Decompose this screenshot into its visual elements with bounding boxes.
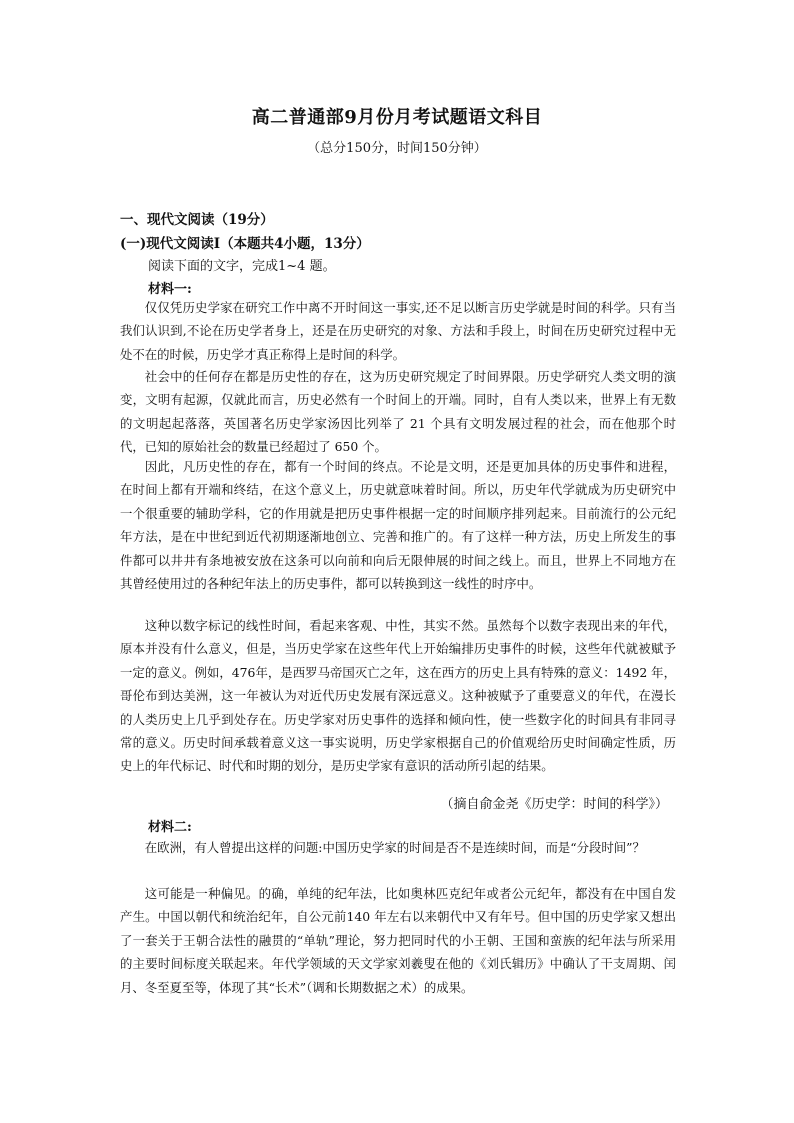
reading-instruction: 阅读下面的文字，完成1~4 题。 bbox=[148, 259, 336, 274]
sub-section-heading: (一)现代文阅读Ⅰ（本题共4小题，13分） bbox=[120, 236, 370, 252]
material-two-label: 材料二: bbox=[148, 820, 192, 835]
exam-subtitle: （总分150分，时间150分钟） bbox=[307, 141, 487, 156]
exam-title: 高二普通部9月份月考试题语文科目 bbox=[251, 107, 543, 128]
material-two-paragraph: 这可能是一种偏见。的确，单纯的纪年法，比如奥林匹克纪年或者公元纪年，都没有在中国自发产生。中国以朝代和统治纪年，自公元前140 年左右以来朝代中又有年号。但中国的历史学家又想出了一套关于王朝合法性的融贯的“单轨”理论，努力把同时代的小王朝、王国和蛮族的纪年法与所采用的主要时间标度关联起来。年代学领域的天文学家刘羲叟在他的《刘氏辑历》中确认了干支周期、闰月、冬至夏至等，体现了其“长术”（调和长期数据之术）的成果。 bbox=[120, 886, 676, 995]
material-one-label: 材料一: bbox=[148, 282, 192, 297]
material-two-paragraph: 在欧洲，有人曾提出这样的问题:中国历史学家的时间是否不是连续时间，而是“分段时间”？ bbox=[144, 840, 645, 855]
material-one-paragraph: 社会中的任何存在都是历史性的存在，这为历史研究规定了时间界限。历史学研究人类文明的演变，文明有起源，仅就此而言，历史必然有一个时间上的开端。同时，自有人类以来，世界上有无数的文明起起落落，英国著名历史学家汤因比列举了 21 个具有文明发展过程的社会，而在他那个时代，已知的原始社会的数量已经超过了 650 个。 bbox=[120, 369, 676, 455]
material-one-paragraph: 仅仅凭历史学家在研究工作中离不开时间这一事实,还不足以断言历史学就是时间的科学。只有当我们认识到,不论在历史学者身上，还是在历史研究的对象、方法和手段上，时间在历史研究过程中无处不在的时候，历史学才真正称得上是时间的科学。 bbox=[120, 300, 676, 362]
material-one-paragraph: 因此，凡历史性的存在，都有一个时间的终点。不论是文明，还是更加具体的历史事件和进程，在时间上都有开端和终结，在这个意义上，历史就意味着时间。所以，历史年代学就成为历史研究中一个很重要的辅助学科，它的作用就是把历史事件根据一定的时间顺序排列起来。目前流行的公元纪年方法，是在中世纪到近代初期逐渐地创立、完善和推广的。有了这样一种方法，历史上所发生的事件都可以井井有条地被安放在这条可以向前和向后无限伸展的时间之线上。而且，世界上不同地方在其曾经使用过的各种纪年法上的历史事件，都可以转换到这一线性的时序中。 bbox=[120, 459, 676, 592]
material-one-paragraph: 这种以数字标记的线性时间，看起来客观、中性，其实不然。虽然每个以数字表现出来的年代，原本并没有什么意义，但是，当历史学家在这些年代上开始编排历史事件的时候，这些年代就被赋予一定的意义。例如，476年，是西罗马帝国灭亡之年，这在西方的历史上具有特殊的意义：1492 年，哥伦布到达美洲，这一年被认为对近代历史发展有深远意义。这种被赋予了重要意义的年代，在漫长的人类历史上几乎到处存在。历史学家对历史事件的选择和倾向性，使一些数字化的时间具有非同寻常的意义。历史时间承载着意义这一事实说明，历史学家根据自己的价值观给历史时间确定性质，历史上的年代标记、时代和时期的划分，是历史学家有意识的活动所引起的结果。 bbox=[120, 618, 676, 774]
section-heading: 一、现代文阅读（19分） bbox=[120, 212, 274, 228]
material-one-source: （摘自俞金尧《历史学：时间的科学》） bbox=[440, 797, 668, 812]
